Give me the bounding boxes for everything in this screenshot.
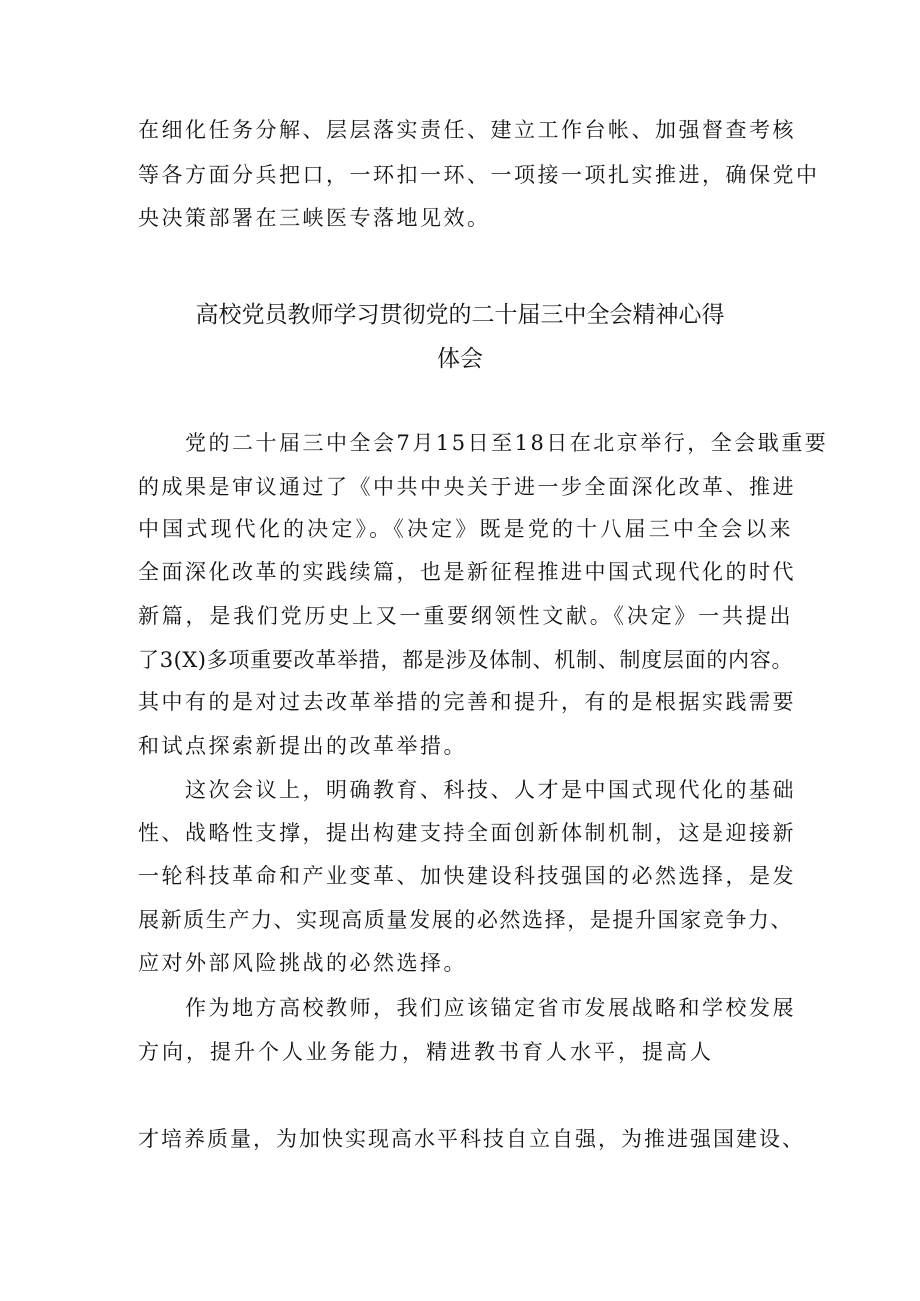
paragraph-3-line: 作为地方高校教师，我们应该锚定省市发展战略和学校发展 [185, 996, 796, 1020]
text-line: 才培养质量，为加快实现高水平科技自立自强，为推进强国建设、 [138, 1127, 805, 1151]
paragraph-2-line: 展新质生产力、实现高质量发展的必然选择，是提升国家竞争力、 [138, 908, 793, 932]
paragraph-2-line: 一轮科技革命和产业变革、加快建设科技强国的必然选择，是发 [138, 864, 796, 888]
paragraph-2-line: 性、战略性支撑，提出构建支持全面创新体制机制，这是迎接新 [138, 821, 796, 845]
paragraph-1-line: 中国式现代化的决定》。《决定》既是党的十八届三中全会以来 [138, 517, 793, 541]
paragraph-1-line: 了3(X)多项重要改革举措，都是涉及体制、机制、制度层面的内容。 [138, 648, 793, 672]
paragraph-2-line: 这次会议上，明确教育、科技、人才是中国式现代化的基础 [185, 778, 796, 802]
paragraph-1-line: 全面深化改革的实践续篇，也是新征程推进中国式现代化的时代 [138, 560, 796, 584]
paragraph-3-line: 方向，提升个人业务能力，精进教书育人水平，提高人 [138, 1040, 714, 1064]
text-line: 在细化任务分解、层层落实责任、建立工作台帐、加强督查考核 [138, 118, 796, 142]
article-title-continued: 体会 [437, 346, 483, 372]
paragraph-1-line: 的成果是审议通过了《中共中央关于进一步全面深化改革、推进 [138, 475, 796, 499]
paragraph-1-line: 新篇，是我们党历史上又一重要纲领性文献。《决定》一共提出 [138, 604, 793, 628]
paragraph-1-line: 其中有的是对过去改革举措的完善和提升，有的是根据实践需要 [138, 690, 796, 714]
article-title: 高校党员教师学习贯彻党的二十届三中全会精神心得 [195, 302, 725, 328]
text-line: 等各方面分兵把口，一环扣一环、一项接一项扎实推进，确保党中 [138, 163, 820, 187]
paragraph-2-line: 应对外部风险挑战的必然选择。 [138, 951, 467, 975]
text-line: 央决策部署在三峡医专落地见效。 [138, 206, 491, 230]
paragraph-1-line: 党的二十届三中全会7月15日至18日在北京举行，全会戢重要 [185, 431, 829, 455]
paragraph-1-line: 和试点探索新提出的改革举措。 [138, 734, 467, 758]
